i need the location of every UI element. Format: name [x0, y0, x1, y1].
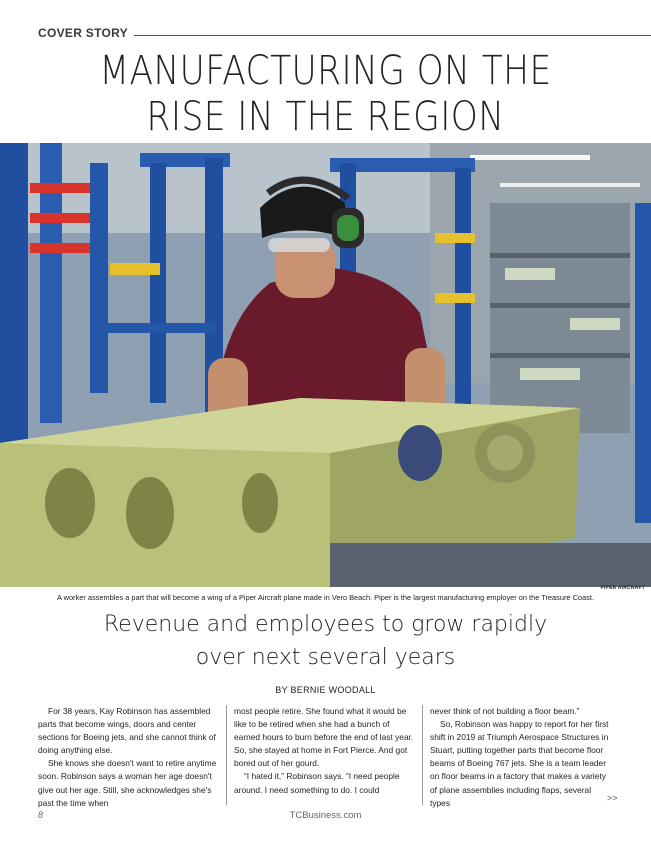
subheadline-line-2: over next several years [195, 645, 456, 670]
page-number: 8 [38, 810, 44, 820]
section-tag: COVER STORY [38, 26, 128, 40]
subheadline-line-1: Revenue and employees to grow rapidly [103, 612, 548, 637]
feature-photo [0, 143, 651, 587]
paragraph: So, Robinson was happy to report for her first shift in 2019 at Triumph Aerospace Structures in Stuart, putting together parts that become floor beams of Boeing 767 jets. She is a team leader on floor beams in a factory that makes a variety of plane assemblies including flaps, several types [430, 719, 609, 808]
paragraph: never think of not building a floor beam.” [430, 706, 580, 716]
byline: BY BERNIE WOODALL [275, 685, 376, 695]
paragraph: “I hated it,” Robinson says. “I need people around. I need something to do. I could [234, 771, 400, 795]
headline [46, 48, 606, 140]
paragraph: most people retire. She found what it would be like to be retired when she had a bunch of earned hours to burn before the end of last year. So, she stayed at home in Fort Pierce. And got bored out of her gourd. [234, 706, 414, 769]
section-rule [134, 35, 651, 36]
paragraph: For 38 years, Kay Robinson has assembled parts that become wings, doors and center sections for Boeing jets, and she cannot think of doing anything else. [38, 706, 216, 756]
photo-credit: PIPER AIRCRAFT [600, 585, 645, 591]
photo-caption: A worker assembles a part that will become a wing of a Piper Aircraft plane made in Vero Beach. Piper is the largest manufacturing employer on the Treasure Coast. [57, 593, 594, 602]
continued-arrow-icon: >> [607, 793, 618, 803]
footer-site: TCBusiness.com [289, 810, 362, 821]
article-column-1 [38, 705, 218, 810]
article-column-3 [430, 705, 610, 810]
article-column-2 [234, 705, 414, 797]
headline-line-2: RISE IN THE REGION [146, 94, 505, 140]
subheadline [0, 608, 651, 674]
paragraph: She knows she doesn't want to retire anytime soon. Robinson says a woman her age doesn't give out her age. Still, she acknowledges she's past the time when [38, 758, 217, 808]
column-divider [226, 705, 227, 805]
column-divider [422, 705, 423, 805]
headline-line-1: MANUFACTURING ON THE [99, 48, 552, 94]
